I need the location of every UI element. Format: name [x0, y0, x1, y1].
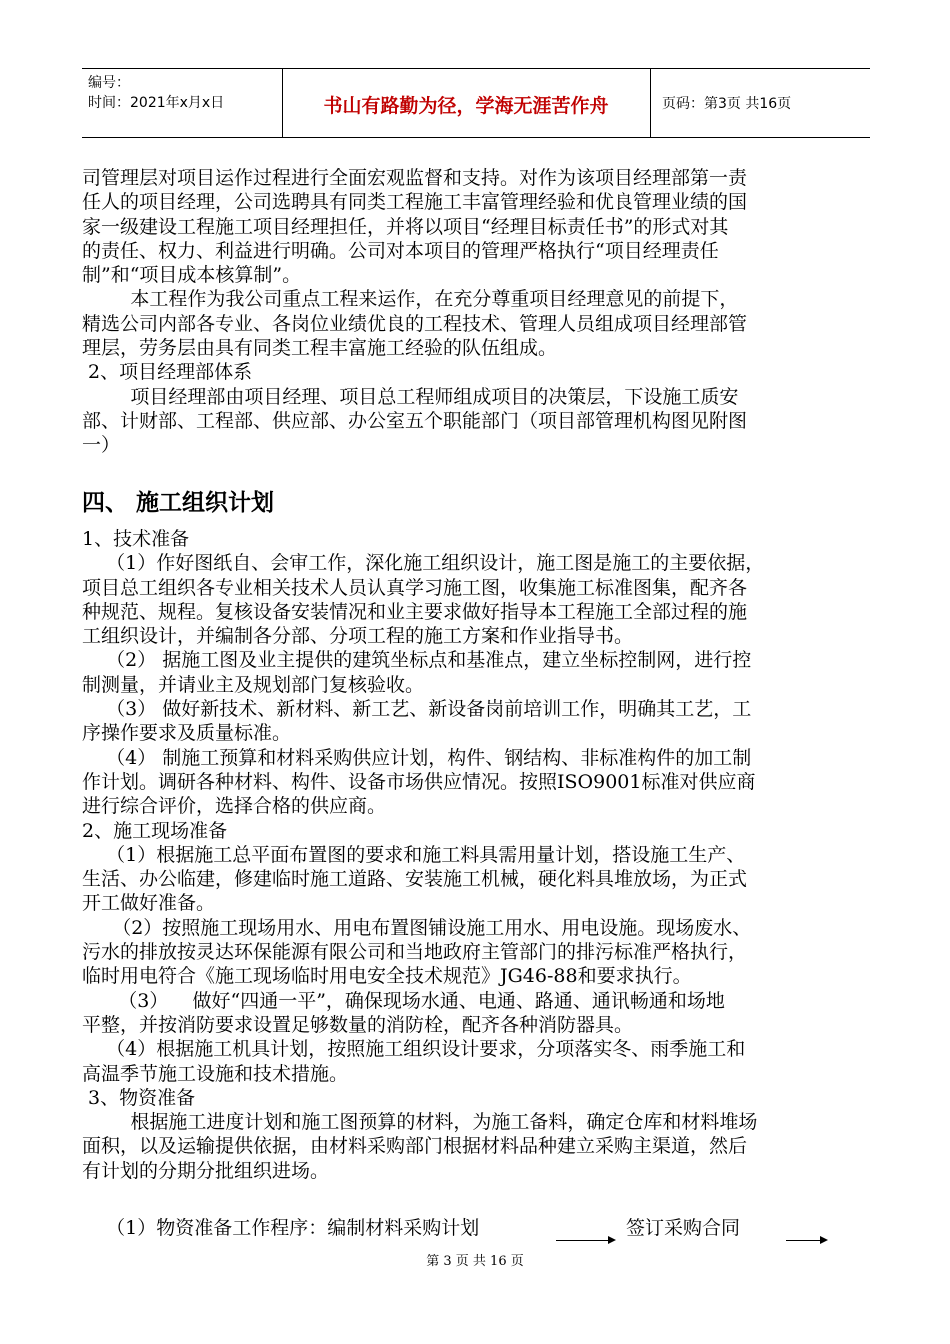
text-line: 精选公司内部各专业、各岗位业绩优良的工程技术、管理人员组成项目经理部管	[82, 312, 748, 335]
text-line: 开工做好准备。	[82, 892, 216, 915]
flow-step-2-wrap	[626, 1216, 826, 1240]
text-line: 进行综合评价，选择合格的供应商。	[82, 795, 387, 818]
document-date-label: 时间：2021年x月x日	[88, 95, 225, 111]
text-line: （3） 做好“四通一平”，确保现场水通、电通、路通、通讯畅通和场地	[82, 989, 725, 1012]
text-line: 有计划的分期分批组织进场。	[82, 1159, 330, 1182]
flow-arrow-icon	[786, 1240, 826, 1241]
text-line: 生活、办公临建，修建临时施工道路、安装施工机械，硬化料具堆放场，为正式	[82, 868, 748, 891]
body-text-block-2	[82, 527, 872, 1183]
text-line: 序操作要求及质量标准。	[82, 722, 292, 745]
header-divider	[650, 69, 651, 137]
text-line: 一）	[82, 434, 121, 457]
text-line: 平整，并按消防要求设置足够数量的消防栓，配齐各种消防器具。	[82, 1013, 634, 1036]
text-line: 家一级建设工程施工项目经理担任，并将以项目“经理目标责任书”的形式对其	[82, 215, 729, 238]
text-line: 高温季节施工设施和技术措施。	[82, 1062, 349, 1085]
flow-step-2: 签订采购合同	[626, 1217, 741, 1239]
document-number-label: 编号：	[88, 75, 130, 91]
text-line: 制”和“项目成本核算制”。	[82, 264, 302, 287]
text-line: 制测量，并请业主及规划部门复核验收。	[82, 673, 425, 696]
text-line: 的责任、权力、利益进行明确。公司对本项目的管理严格执行“项目经理责任	[82, 239, 719, 262]
text-line: （2） 据施工图及业主提供的建筑坐标点和基准点，建立坐标控制网，进行控	[82, 649, 752, 672]
text-line: 部、计财部、工程部、供应部、办公室五个职能部门（项目部管理机构图见附图	[82, 409, 748, 432]
text-line: 司管理层对项目运作过程进行全面宏观监督和支持。对作为该项目经理部第一责	[82, 167, 748, 189]
flow-arrow-icon	[556, 1240, 614, 1241]
text-line: 任人的项目经理，公司选聘具有同类工程施工丰富管理经验和优良管理业绩的国	[82, 191, 748, 214]
text-line: （4）根据施工机具计划，按照施工组织设计要求，分项落实冬、雨季施工和	[82, 1038, 746, 1061]
text-line: （4） 制施工预算和材料采购供应计划，构件、钢结构、非标准构件的加工制	[82, 746, 752, 769]
text-line: （1）根据施工总平面布置图的要求和施工料具需用量计划，搭设施工生产、	[82, 843, 746, 866]
header-page-info: 页码：第3页 共16页	[662, 96, 792, 112]
text-line: 本工程作为我公司重点工程来运作，在充分尊重项目经理意见的前提下，	[82, 288, 739, 311]
text-line: 污水的排放按灵达环保能源有限公司和当地政府主管部门的排污标准严格执行，	[82, 941, 748, 964]
text-line: 3、物资准备	[82, 1086, 196, 1109]
text-line: 工组织设计，并编制各分部、分项工程的施工方案和作业指导书。	[82, 625, 634, 648]
text-line: 2、项目经理部体系	[82, 361, 253, 384]
text-line: 理层，劳务层由具有同类工程丰富施工经验的队伍组成。	[82, 337, 558, 360]
text-line: 根据施工进度计划和施工图预算的材料，为施工备料，确定仓库和材料堆场	[82, 1111, 758, 1134]
body-text-block-1	[82, 166, 872, 458]
text-line: 项目总工组织各专业相关技术人员认真学习施工图，收集施工标准图集，配齐各	[82, 576, 748, 599]
page-header	[82, 68, 870, 138]
header-left-cell	[88, 73, 224, 113]
text-line: 种规范、规程。复核设备安装情况和业主要求做好指导本工程施工全部过程的施	[82, 600, 748, 623]
header-motto: 书山有路勤为径，学海无涯苦作舟	[323, 95, 609, 117]
text-line: （1）作好图纸自、会审工作，深化施工组织设计，施工图是施工的主要依据，	[82, 552, 765, 575]
text-line: （3） 做好新技术、新材料、新工艺、新设备岗前培训工作，明确其工艺，工	[82, 698, 752, 721]
text-line: 1、技术准备	[82, 528, 190, 550]
text-line: 项目经理部由项目经理、项目总工程师组成项目的决策层，下设施工质安	[82, 385, 739, 408]
page-footer: 第 3 页 共 16 页	[426, 1254, 524, 1269]
text-line: 2、施工现场准备	[82, 819, 228, 842]
text-line: 作计划。调研各种材料、构件、设备市场供应情况。按照ISO9001标准对供应商	[82, 770, 756, 793]
flow-step-1: （1）物资准备工作程序：编制材料采购计划	[82, 1217, 480, 1239]
text-line: （2）按照施工现场用水、用电布置图铺设施工用水、用电设施。现场废水、	[82, 916, 752, 939]
section-heading: 四、 施工组织计划	[82, 490, 275, 516]
text-line: 面积，以及运输提供依据，由材料采购部门根据材料品种建立采购主渠道，然后	[82, 1135, 748, 1158]
text-line: 临时用电符合《施工现场临时用电安全技术规范》JG46-88和要求执行。	[82, 965, 692, 988]
